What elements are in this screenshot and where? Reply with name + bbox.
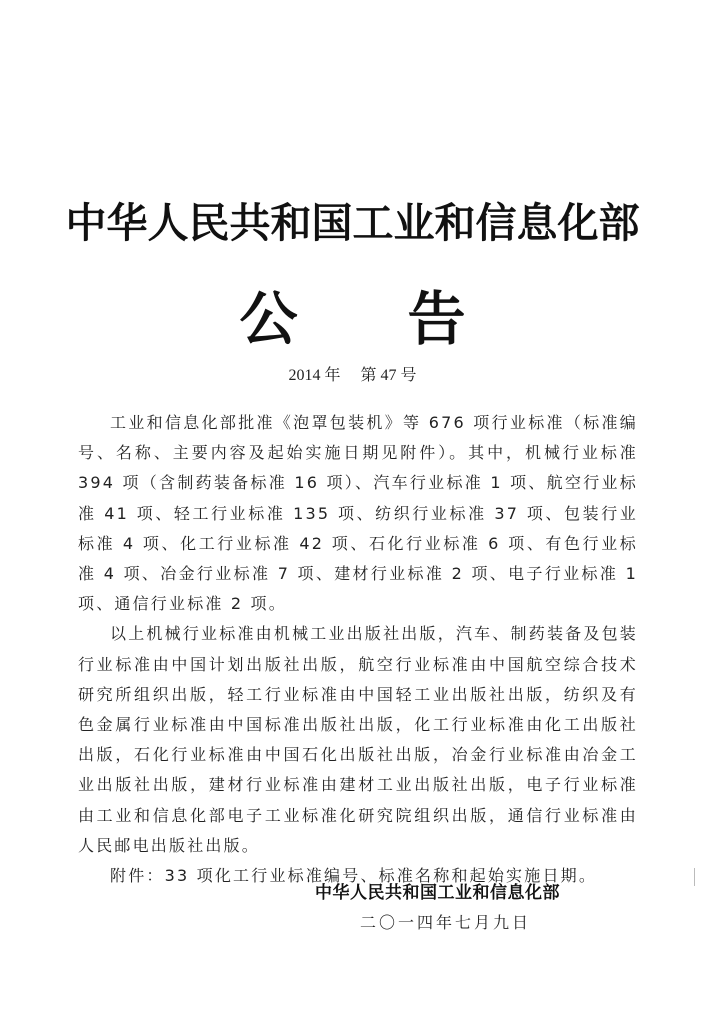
body-paragraph-attachment: 附件：33 项化工行业标准编号、标准名称和起始实施日期。 bbox=[110, 866, 598, 886]
issue-number-line bbox=[0, 362, 705, 385]
issuer-signature: 中华人民共和国工业和信息化部 bbox=[315, 883, 560, 903]
issue-number: 第 47 号 bbox=[360, 367, 417, 384]
announcement-body bbox=[78, 408, 638, 891]
scan-edge-mark bbox=[694, 868, 695, 886]
issue-date: 二〇一四年七月九日 bbox=[360, 913, 532, 932]
body-paragraph-publishers: 以上机械行业标准由机械工业出版社出版，汽车、制药装备及包装行业标准由中国计划出版社出版，航空行业标准由中国航空综合技术研究所组织出版，轻工行业标准由中国轻工业出版社出版，纺织及有色金属行业标准由中国标准出版社出版，化工行业标准由化工出版社出版，石化行业标准由中国石化出版社出版，冶金行业标准由冶金工业出版社出版，建材行业标准由建材工业出版社出版，电子行业标准由工业和信息化部电子工业标准化研究院组织出版，通信行业标准由人民邮电出版社出版。 bbox=[78, 624, 638, 855]
announcement-title: 公告 bbox=[239, 285, 576, 353]
issue-year: 2014 年 bbox=[288, 367, 341, 384]
body-paragraph-approval: 工业和信息化部批准《泡罩包装机》等 676 项行业标准（标准编号、名称、主要内容及起始实施日期见附件）。其中，机械行业标准 394 项（含制药装备标准 16 项）、汽车行业标准 1 项、航空行业标准 41 项、轻工行业标准 135 项、纺织行业标准 37 项、包装行业标准 4 项、化工行业标准 42 项、石化行业标准 6 项、有色行业标准 4 项、冶金行业标准 7 项、建材行业标准 2 项、电子行业标准 1 项、通信行业标准 2 项。 bbox=[78, 413, 638, 614]
ministry-title: 中华人民共和国工业和信息化部 bbox=[65, 199, 640, 247]
